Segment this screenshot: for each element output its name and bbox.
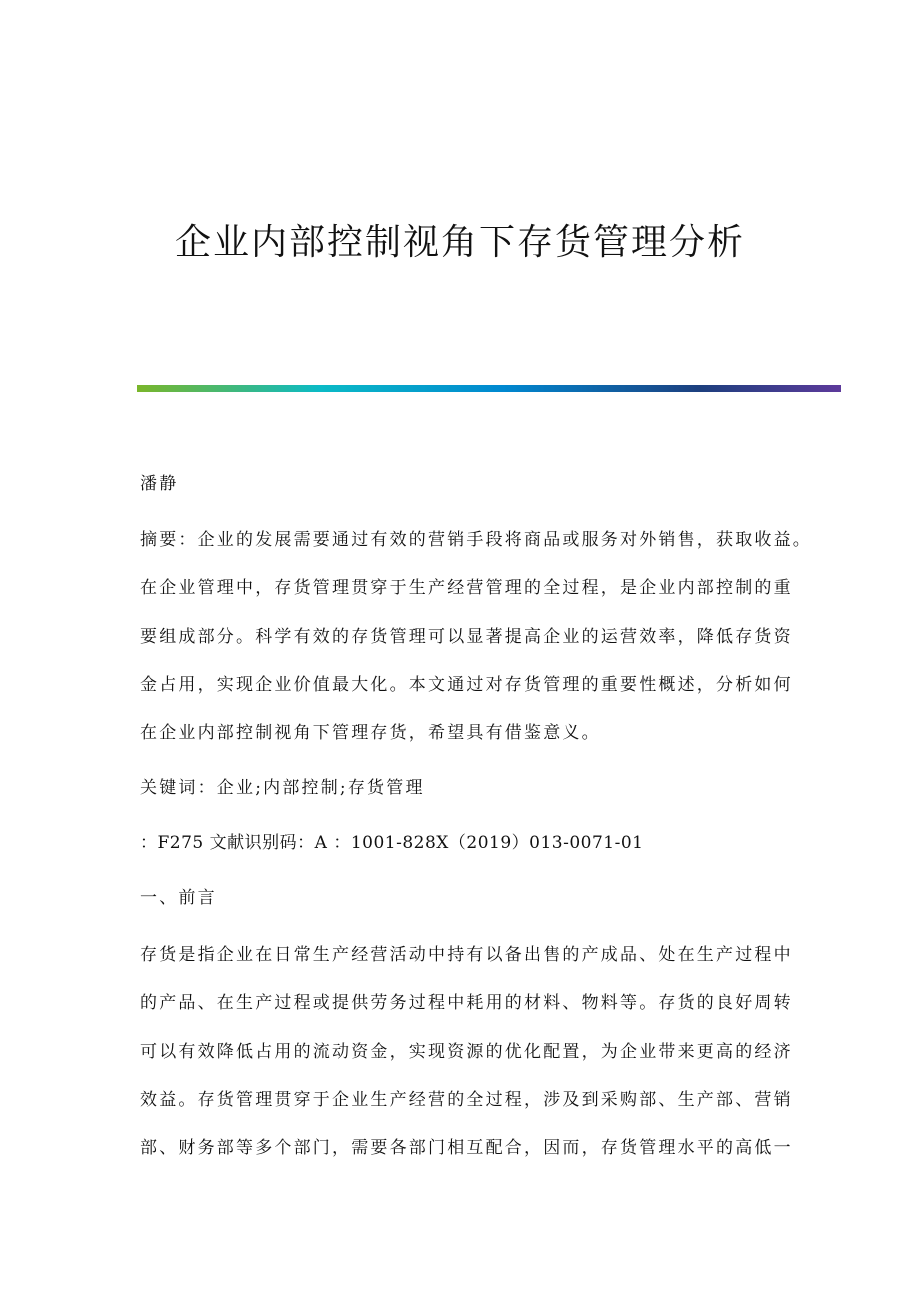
gradient-divider xyxy=(137,385,841,392)
body-line: 的产品、在生产过程或提供劳务过程中耗用的材料、物料等。存货的良好周转 xyxy=(140,993,793,1013)
section-heading: 一、前言 xyxy=(140,888,217,908)
abstract-line: 摘要：企业的发展需要通过有效的营销手段将商品或服务对外销售，获取收益。 xyxy=(140,530,812,550)
body-line: 部、财务部等多个部门，需要各部门相互配合，因而，存货管理水平的高低一 xyxy=(140,1138,793,1158)
abstract-line: 金占用，实现企业价值最大化。本文通过对存货管理的重要性概述，分析如何 xyxy=(140,675,793,695)
abstract-line: 在企业内部控制视角下管理存货，希望具有借鉴意义。 xyxy=(140,723,601,743)
body-line: 可以有效降低占用的流动资金，实现资源的优化配置，为企业带来更高的经济 xyxy=(140,1042,793,1062)
body-line: 效益。存货管理贯穿于企业生产经营的全过程，涉及到采购部、生产部、营销 xyxy=(140,1090,793,1110)
keywords: 关键词：企业;内部控制;存货管理 xyxy=(140,778,425,798)
document-title: 企业内部控制视角下存货管理分析 xyxy=(174,222,745,263)
author: 潘静 xyxy=(140,474,179,494)
abstract-line: 要组成部分。科学有效的存货管理可以显著提高企业的运营效率，降低存货资 xyxy=(140,627,793,647)
classification-code: ：F275 文献识别码：A ：1001-828X（2019）013-0071-01 xyxy=(140,833,644,853)
abstract-line: 在企业管理中，存货管理贯穿于生产经营管理的全过程，是企业内部控制的重 xyxy=(140,578,793,598)
body-line: 存货是指企业在日常生产经营活动中持有以备出售的产成品、处在生产过程中 xyxy=(140,945,793,965)
